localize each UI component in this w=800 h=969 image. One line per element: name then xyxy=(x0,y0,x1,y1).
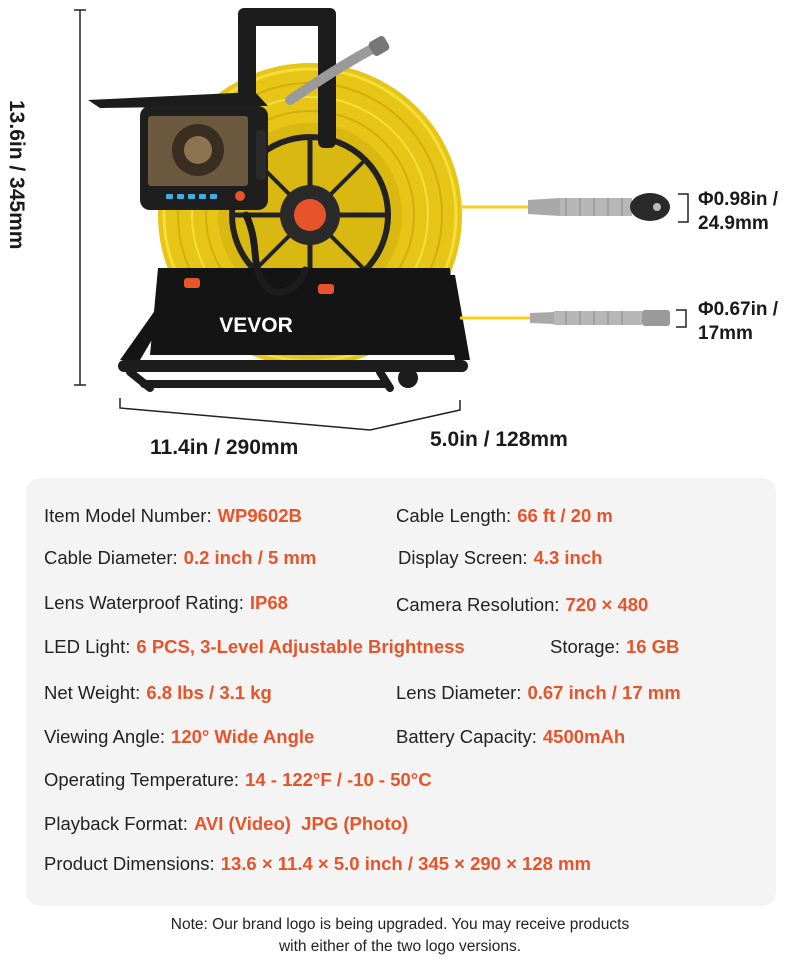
lens-large-size-line2: 24.9mm xyxy=(698,213,769,234)
spec-label: Cable Diameter: xyxy=(44,547,178,568)
spec-led-light xyxy=(44,636,465,658)
lens-small-size-line2: 17mm xyxy=(698,323,753,344)
spec-value: 4.3 inch xyxy=(533,547,603,568)
lens-head-small xyxy=(460,310,670,326)
lens-small-size-line1: Φ0.67in / xyxy=(698,299,779,320)
spec-value: 6 PCS, 3-Level Adjustable Brightness xyxy=(136,636,465,657)
spec-resolution xyxy=(396,594,648,616)
spec-battery xyxy=(396,726,625,748)
note-line-1: Note: Our brand logo is being upgraded. You may receive products xyxy=(170,916,630,933)
depth-dimension-label: 5.0in / 128mm xyxy=(430,428,568,451)
spec-label: Battery Capacity: xyxy=(396,726,537,747)
spec-label: Camera Resolution: xyxy=(396,594,560,615)
spec-label: Lens Waterproof Rating: xyxy=(44,592,244,613)
spec-value: 4500mAh xyxy=(542,726,626,747)
spec-value: IP68 xyxy=(249,592,288,613)
spec-label: Viewing Angle: xyxy=(44,726,166,747)
lens-head-large xyxy=(460,193,670,221)
spec-value: 720 × 480 xyxy=(565,594,649,615)
height-dimension-label: 13.6in / 345mm xyxy=(5,100,28,250)
spec-value: 0.67 inch / 17 mm xyxy=(527,682,681,703)
product-figure xyxy=(0,0,800,470)
spec-cable-diameter xyxy=(44,547,316,569)
spec-value: 14 - 122°F / -10 - 50°C xyxy=(245,769,432,790)
spec-cable-length xyxy=(396,505,613,527)
spec-net-weight xyxy=(44,682,272,704)
brand-logo: VEVOR xyxy=(219,314,293,337)
display-monitor xyxy=(88,92,268,210)
spec-value: AVI (Video) JPG (Photo) xyxy=(193,813,409,834)
spec-label: LED Light: xyxy=(44,636,131,657)
spec-operating-temp xyxy=(44,769,432,791)
spec-value: 16 GB xyxy=(625,636,680,657)
spec-playback-format xyxy=(44,813,408,835)
spec-value: 6.8 lbs / 3.1 kg xyxy=(146,682,272,703)
spec-waterproof xyxy=(44,592,288,614)
spec-product-dimensions xyxy=(44,853,591,875)
spec-viewing-angle xyxy=(44,726,314,748)
spec-label: Cable Length: xyxy=(396,505,512,526)
spec-label: Operating Temperature: xyxy=(44,769,240,790)
width-dimension-label: 11.4in / 290mm xyxy=(150,436,299,459)
product-illustration xyxy=(0,0,800,470)
spec-label: Product Dimensions: xyxy=(44,853,215,874)
spec-display-screen xyxy=(398,547,602,569)
spec-label: Net Weight: xyxy=(44,682,141,703)
spec-value: 66 ft / 20 m xyxy=(517,505,613,526)
lens-large-size-line1: Φ0.98in / xyxy=(698,189,779,210)
spec-value: 0.2 inch / 5 mm xyxy=(183,547,317,568)
spec-label: Display Screen: xyxy=(398,547,528,568)
lens-large-size xyxy=(698,188,778,236)
lens-small-size xyxy=(698,298,778,346)
spec-value: 120° Wide Angle xyxy=(171,726,315,747)
spec-value: WP9602B xyxy=(217,505,302,526)
spec-label: Storage: xyxy=(550,636,620,657)
spec-label: Lens Diameter: xyxy=(396,682,522,703)
spec-model xyxy=(44,505,302,527)
spec-lens-diameter xyxy=(396,682,681,704)
spec-label: Item Model Number: xyxy=(44,505,212,526)
spec-storage xyxy=(550,636,679,658)
note-line-2: with either of the two logo versions. xyxy=(278,938,522,955)
spec-label: Playback Format: xyxy=(44,813,188,834)
spec-value: 13.6 × 11.4 × 5.0 inch / 345 × 290 × 128 mm xyxy=(220,853,591,874)
logo-upgrade-note xyxy=(0,914,800,958)
